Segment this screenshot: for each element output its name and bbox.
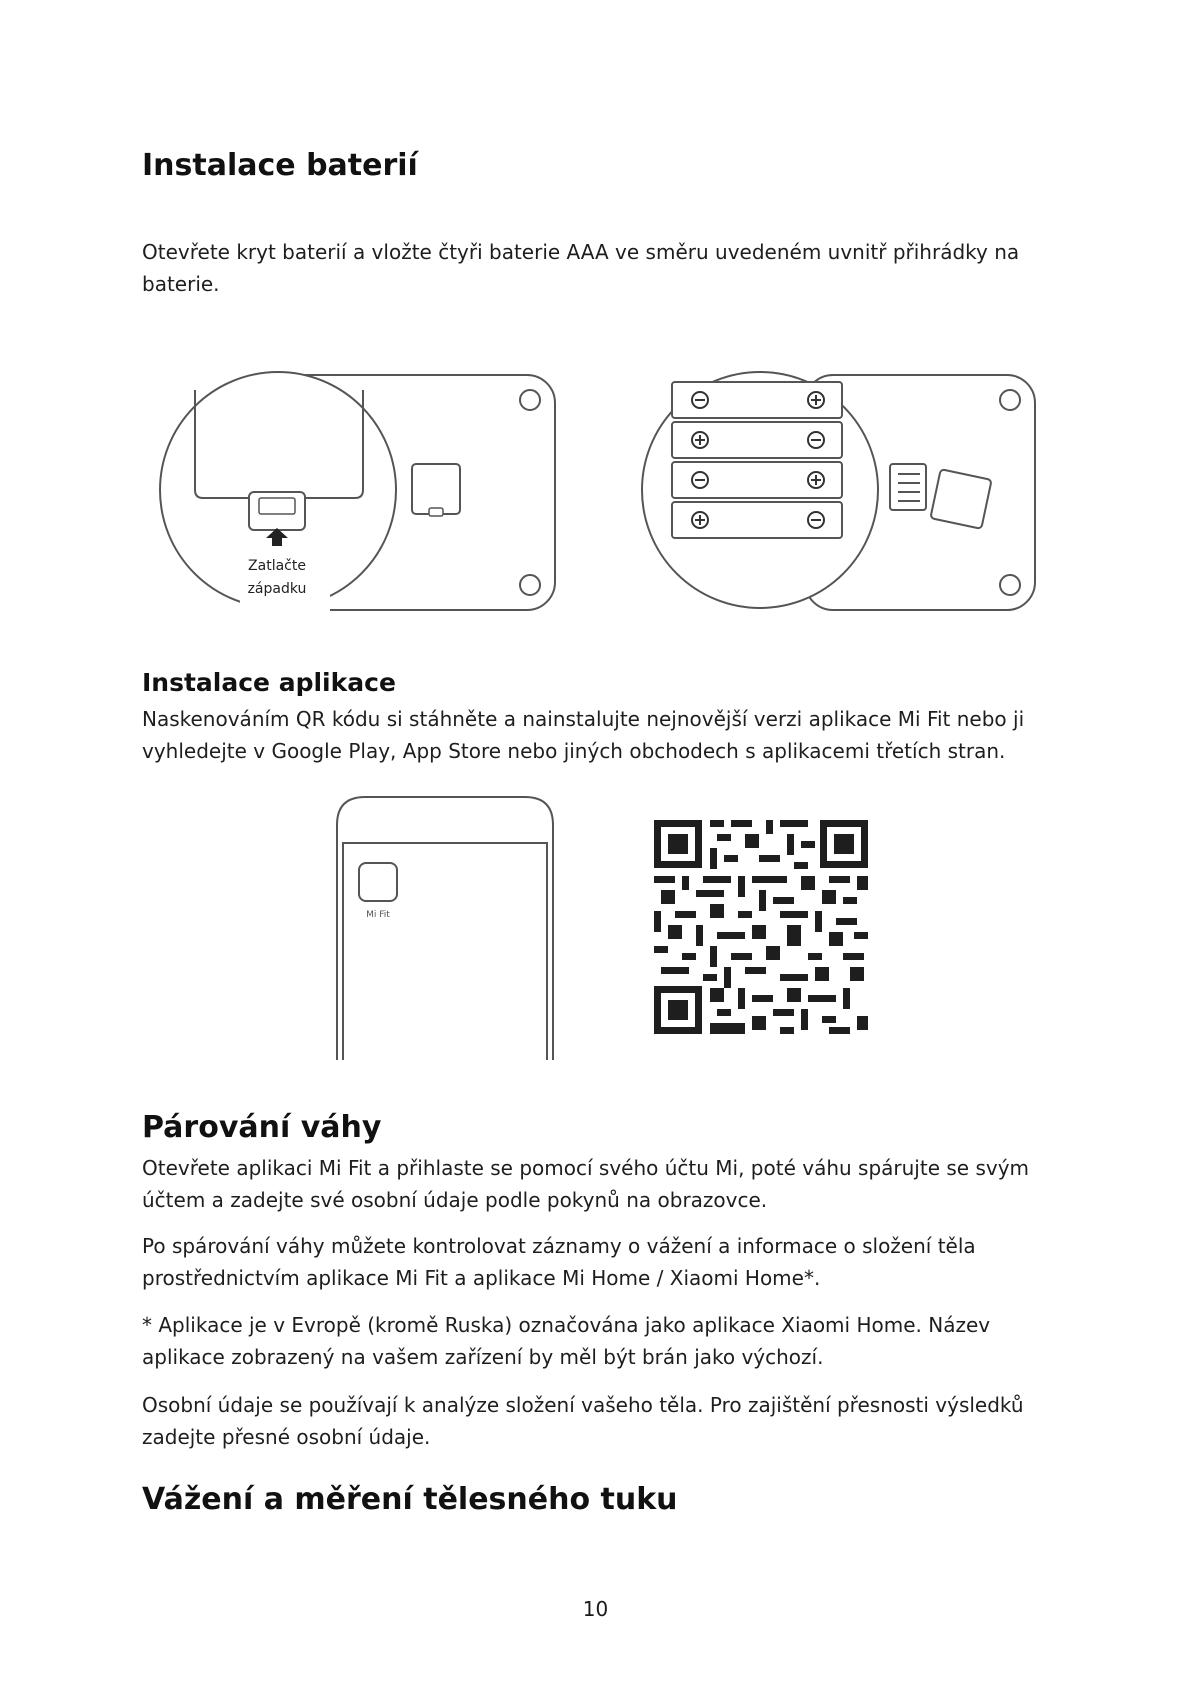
- latch-caption-line1: Zatlačte: [248, 558, 306, 574]
- battery-insert-illustration: [640, 370, 1040, 620]
- batteries-body: Otevřete kryt baterií a vložte čtyři baterie AAA ve směru uvedeném uvnitř přihrádky na baterie.: [142, 240, 1020, 296]
- battery-cover-illustration: [160, 370, 560, 620]
- phone-illustration: [335, 795, 555, 1060]
- pairing-paragraph-3: * Aplikace je v Evropě (kromě Ruska) označována jako aplikace Xiaomi Home. Název aplikace zobrazený na vašem zařízení by měl být brán jako výchozí.: [142, 1313, 991, 1369]
- qr-code-image: [654, 820, 868, 1034]
- app-icon-label: Mi Fit: [366, 910, 390, 920]
- section-title-batteries: Instalace baterií: [142, 148, 418, 183]
- app-body: Naskenováním QR kódu si stáhněte a nainstalujte nejnovější verzi aplikace Mi Fit nebo ji vyhledejte v Google Play, App Store nebo jiných obchodech s aplikacemi třetích stran.: [142, 707, 1025, 763]
- mi-fit-app-icon: [359, 863, 397, 901]
- pairing-paragraph-4: Osobní údaje se používají k analýze složení vašeho těla. Pro zajištění přesnosti výsledků zadejte přesné osobní údaje.: [142, 1393, 1024, 1449]
- page-number: 10: [582, 1597, 609, 1621]
- pairing-paragraph-1: Otevřete aplikaci Mi Fit a přihlaste se pomocí svého účtu Mi, poté váhu spárujte se svým účtem a zadejte své osobní údaje podle pokynů na obrazovce.: [142, 1156, 1030, 1212]
- section-title-weighing: Vážení a měření tělesného tuku: [142, 1482, 678, 1517]
- latch-caption-line2: západku: [247, 581, 307, 597]
- section-title-pairing: Párování váhy: [142, 1110, 382, 1145]
- section-title-app: Instalace aplikace: [142, 668, 396, 697]
- pairing-paragraph-2: Po spárování váhy můžete kontrolovat záznamy o vážení a informace o složení těla prostřednictvím aplikace Mi Fit a aplikace Mi Home / Xiaomi Home*.: [142, 1234, 976, 1290]
